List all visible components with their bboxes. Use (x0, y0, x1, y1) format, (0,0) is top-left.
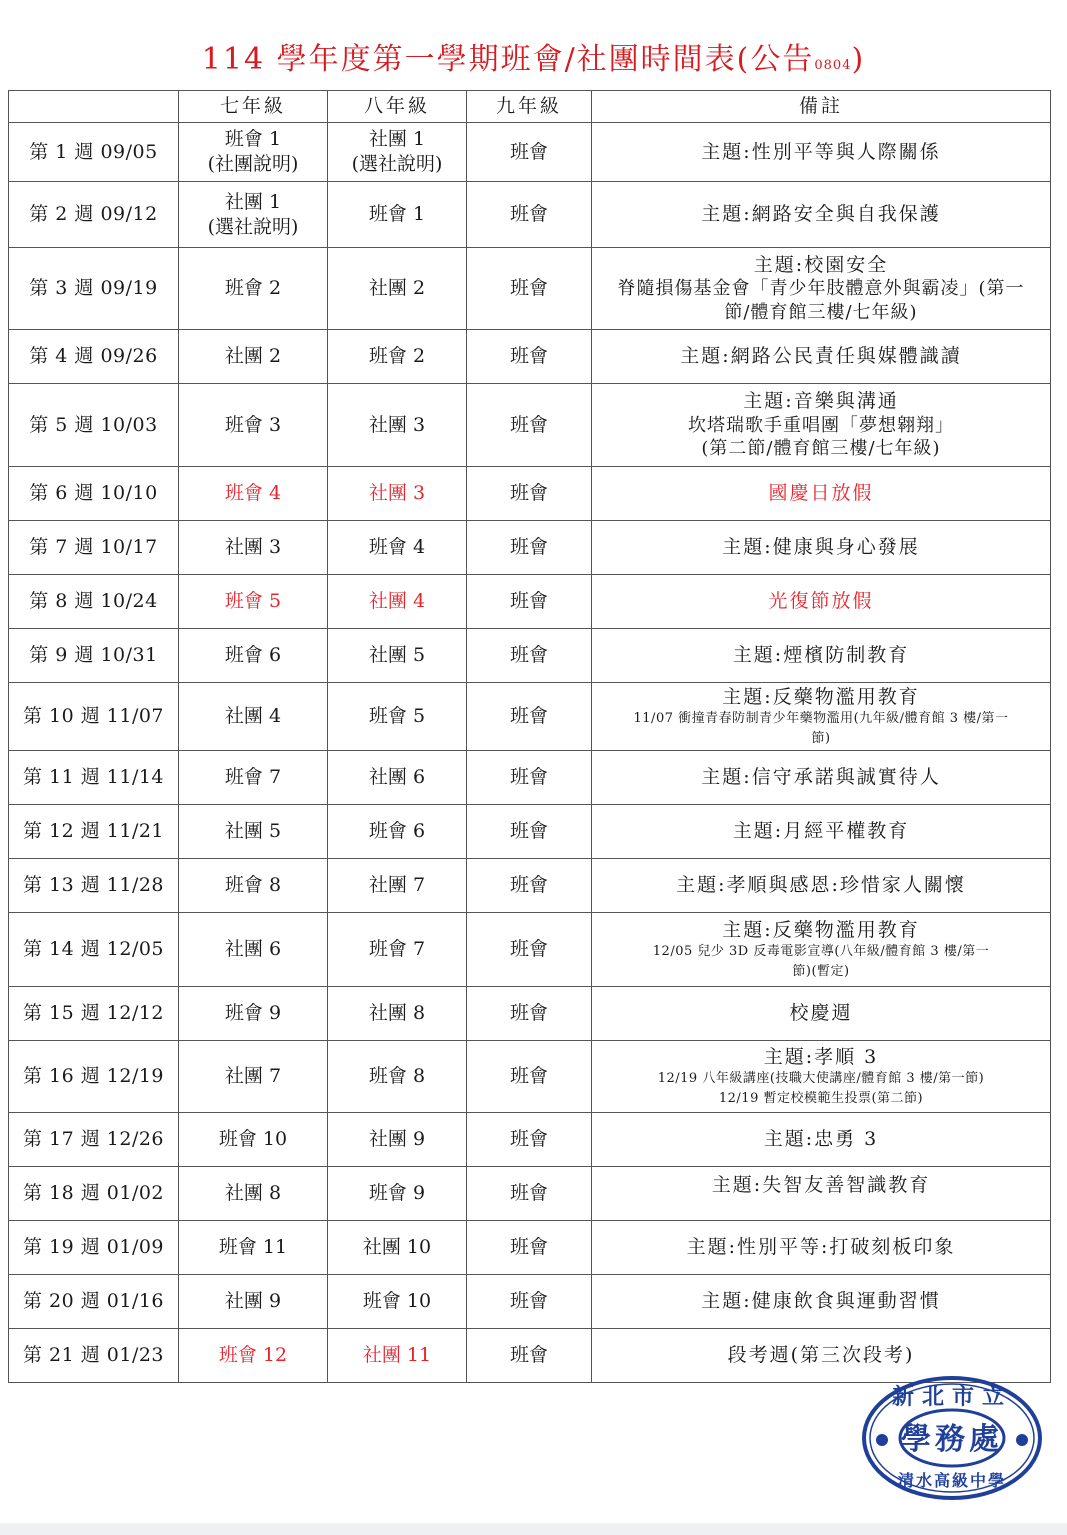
activity-label: 班會 10 (362, 1290, 432, 1313)
grade-9-cell: 班會 (467, 913, 592, 987)
grade-8-cell (328, 683, 467, 751)
grade-7-cell (179, 575, 328, 629)
grade-7-cell (179, 913, 328, 987)
week-cell: 第 12 週 11/21 (9, 805, 179, 859)
table-row (9, 751, 1051, 805)
seal-bottom-text: 清水高級中學 (897, 1471, 1007, 1490)
note-topic: 主題:失智友善智識教育 (711, 1174, 931, 1196)
note-topic: 主題:網路安全與自我保護 (701, 203, 941, 226)
activity-label: 社團 11 (362, 1344, 432, 1367)
note-topic: 主題:信守承諾與誠實待人 (701, 766, 941, 789)
notes-cell (592, 1041, 1051, 1113)
activity-label: 社團 2 (368, 277, 426, 300)
week-cell: 第 14 週 12/05 (9, 913, 179, 987)
grade-9-cell: 班會 (467, 987, 592, 1041)
activity-subnote: (選社說明) (351, 153, 443, 175)
note-detail: (第二節/體育館三樓/七年級) (701, 438, 941, 460)
grade-8-cell (328, 913, 467, 987)
grade-8-cell (328, 859, 467, 913)
schedule-table (8, 90, 1051, 1383)
notes-cell (592, 751, 1051, 805)
activity-label: 社團 3 (224, 536, 282, 559)
title-code: 0804 (814, 58, 852, 73)
table-row (9, 683, 1051, 751)
activity-label: 班會 7 (368, 938, 426, 961)
activity-label: 社團 9 (224, 1290, 282, 1313)
seal-emblem-left-icon (876, 1434, 888, 1446)
header-grade-9: 九年級 (467, 91, 592, 123)
notes-cell (592, 683, 1051, 751)
grade-8-cell (328, 1221, 467, 1275)
grade-7-cell (179, 1221, 328, 1275)
activity-label: 社團 1 (368, 128, 426, 151)
grade-8-cell (328, 1275, 467, 1329)
week-cell: 第 15 週 12/12 (9, 987, 179, 1041)
grade-9-cell: 班會 (467, 1167, 592, 1221)
activity-label: 班會 9 (224, 1002, 282, 1025)
grade-9-cell: 班會 (467, 805, 592, 859)
week-cell: 第 7 週 10/17 (9, 521, 179, 575)
grade-9-cell: 班會 (467, 182, 592, 248)
activity-label: 社團 8 (368, 1002, 426, 1025)
bottom-bar (0, 1523, 1067, 1535)
grade-9-cell: 班會 (467, 575, 592, 629)
note-detail: 坎塔瑞歌手重唱團「夢想翱翔」 (688, 414, 954, 436)
activity-label: 社團 3 (368, 413, 426, 436)
notes-cell (592, 521, 1051, 575)
grade-9-cell: 班會 (467, 1041, 592, 1113)
week-cell: 第 3 週 09/19 (9, 248, 179, 330)
activity-label: 班會 12 (218, 1344, 288, 1367)
activity-label: 班會 4 (224, 482, 282, 505)
grade-7-cell (179, 182, 328, 248)
note-detail: 節) (811, 730, 831, 746)
grade-9-cell: 班會 (467, 1221, 592, 1275)
page-title (0, 34, 1067, 78)
grade-9-cell: 班會 (467, 521, 592, 575)
week-cell: 第 19 週 01/09 (9, 1221, 179, 1275)
week-cell: 第 6 週 10/10 (9, 467, 179, 521)
grade-9-cell: 班會 (467, 683, 592, 751)
notes-cell (592, 182, 1051, 248)
grade-8-cell (328, 987, 467, 1041)
activity-label: 社團 8 (224, 1182, 282, 1205)
note-topic: 主題:孝順 3 (763, 1045, 879, 1068)
grade-9-cell: 班會 (467, 859, 592, 913)
table-row (9, 330, 1051, 384)
grade-7-cell (179, 987, 328, 1041)
grade-7-cell (179, 521, 328, 575)
seal-top-text: 新北市立 (891, 1384, 1013, 1410)
note-topic: 段考週(第三次段考) (727, 1344, 915, 1367)
seal-emblem-right-icon (1016, 1434, 1028, 1446)
title-close: ) (851, 42, 866, 77)
grade-7-cell (179, 467, 328, 521)
activity-label: 社團 1 (224, 190, 282, 213)
grade-8-cell (328, 1113, 467, 1167)
table-row (9, 629, 1051, 683)
table-row (9, 248, 1051, 330)
notes-cell (592, 467, 1051, 521)
note-topic: 主題:孝順與感恩:珍惜家人關懷 (676, 874, 966, 897)
week-cell: 第 21 週 01/23 (9, 1329, 179, 1383)
seal-center-text: 學務處 (901, 1422, 1003, 1457)
note-topic: 主題:性別平等:打破刻板印象 (686, 1236, 956, 1259)
activity-label: 班會 6 (368, 820, 426, 843)
grade-9-cell: 班會 (467, 1275, 592, 1329)
grade-7-cell (179, 384, 328, 467)
notes-cell (592, 248, 1051, 330)
grade-7-cell (179, 1275, 328, 1329)
activity-label: 班會 8 (224, 874, 282, 897)
grade-8-cell (328, 805, 467, 859)
week-cell: 第 16 週 12/19 (9, 1041, 179, 1113)
activity-label: 社團 4 (224, 705, 282, 728)
activity-label: 社團 3 (368, 482, 426, 505)
header-notes: 備註 (592, 91, 1051, 123)
activity-subnote: (選社說明) (207, 215, 299, 238)
grade-8-cell (328, 182, 467, 248)
grade-9-cell: 班會 (467, 384, 592, 467)
grade-8-cell (328, 751, 467, 805)
notes-cell (592, 913, 1051, 987)
header-grade-8: 八年級 (328, 91, 467, 123)
grade-9-cell: 班會 (467, 123, 592, 182)
week-cell: 第 5 週 10/03 (9, 384, 179, 467)
grade-8-cell (328, 1041, 467, 1113)
note-topic: 主題:健康飲食與運動習慣 (701, 1290, 941, 1313)
table-row (9, 859, 1051, 913)
table-row (9, 1041, 1051, 1113)
grade-8-cell (328, 521, 467, 575)
note-topic: 主題:反藥物濫用教育 (722, 918, 920, 941)
notes-cell (592, 575, 1051, 629)
grade-7-cell (179, 1113, 328, 1167)
note-topic: 主題:網路公民責任與媒體識讀 (680, 345, 962, 368)
grade-9-cell: 班會 (467, 467, 592, 521)
header-grade-7: 七年級 (179, 91, 328, 123)
grade-9-cell: 班會 (467, 1329, 592, 1383)
grade-7-cell (179, 683, 328, 751)
week-cell: 第 11 週 11/14 (9, 751, 179, 805)
title-main: 114 學年度第一學期班會/社團時間表(公告 (201, 42, 815, 77)
activity-label: 班會 6 (224, 644, 282, 667)
note-detail: 11/07 衝撞青春防制青少年藥物濫用(九年級/體育館 3 樓/第一 (633, 711, 1009, 727)
table-row (9, 987, 1051, 1041)
activity-label: 班會 7 (224, 766, 282, 789)
table-row (9, 805, 1051, 859)
grade-7-cell (179, 123, 328, 182)
grade-8-cell (328, 384, 467, 467)
notes-cell (592, 805, 1051, 859)
activity-label: 社團 6 (368, 766, 426, 789)
grade-8-cell (328, 248, 467, 330)
grade-7-cell (179, 751, 328, 805)
activity-label: 班會 8 (368, 1065, 426, 1088)
note-detail: 節/體育館三樓/七年級) (724, 301, 918, 323)
activity-label: 班會 5 (368, 705, 426, 728)
grade-7-cell (179, 248, 328, 330)
school-seal (860, 1374, 1044, 1502)
note-detail: 12/05 兒少 3D 反毒電影宣導(八年級/體育館 3 樓/第一 (652, 944, 990, 960)
week-cell: 第 13 週 11/28 (9, 859, 179, 913)
activity-label: 班會 2 (368, 345, 426, 368)
grade-7-cell (179, 1041, 328, 1113)
grade-9-cell: 班會 (467, 629, 592, 683)
grade-7-cell (179, 1329, 328, 1383)
grade-9-cell: 班會 (467, 330, 592, 384)
notes-cell (592, 123, 1051, 182)
activity-label: 班會 11 (218, 1236, 288, 1259)
table-row (9, 913, 1051, 987)
activity-label: 班會 3 (224, 413, 282, 436)
note-topic: 光復節放假 (768, 590, 874, 613)
activity-label: 社團 2 (224, 345, 282, 368)
activity-label: 班會 1 (224, 128, 282, 151)
activity-label: 班會 4 (368, 536, 426, 559)
note-topic: 主題:煙檳防制教育 (732, 644, 910, 667)
grade-7-cell (179, 805, 328, 859)
notes-cell (592, 384, 1051, 467)
notes-cell (592, 1221, 1051, 1275)
activity-label: 社團 9 (368, 1128, 426, 1151)
note-topic: 校慶週 (789, 1002, 853, 1025)
grade-7-cell (179, 1167, 328, 1221)
activity-label: 社團 7 (224, 1065, 282, 1088)
week-cell: 第 2 週 09/12 (9, 182, 179, 248)
note-topic: 主題:音樂與溝通 (743, 390, 899, 413)
grade-9-cell: 班會 (467, 1113, 592, 1167)
notes-cell (592, 987, 1051, 1041)
grade-8-cell (328, 1167, 467, 1221)
table-row (9, 1275, 1051, 1329)
notes-cell (592, 1167, 1051, 1221)
activity-label: 社團 6 (224, 938, 282, 961)
activity-subnote: (社團說明) (207, 153, 299, 175)
grade-8-cell (328, 123, 467, 182)
notes-cell (592, 629, 1051, 683)
activity-label: 社團 10 (362, 1236, 432, 1259)
table-row (9, 123, 1051, 182)
note-topic: 主題:月經平權教育 (732, 820, 910, 843)
header-week (9, 91, 179, 123)
grade-9-cell: 班會 (467, 751, 592, 805)
note-detail: 節)(暫定) (792, 963, 850, 979)
table-row (9, 384, 1051, 467)
note-topic: 國慶日放假 (768, 482, 874, 505)
week-cell: 第 9 週 10/31 (9, 629, 179, 683)
week-cell: 第 17 週 12/26 (9, 1113, 179, 1167)
week-cell: 第 8 週 10/24 (9, 575, 179, 629)
activity-label: 班會 5 (224, 590, 282, 613)
activity-label: 社團 4 (368, 590, 426, 613)
activity-label: 社團 5 (224, 820, 282, 843)
grade-9-cell: 班會 (467, 248, 592, 330)
note-detail: 12/19 暫定校模範生投票(第二節) (718, 1090, 924, 1106)
activity-label: 社團 7 (368, 874, 426, 897)
table-row (9, 1167, 1051, 1221)
activity-label: 班會 10 (218, 1128, 288, 1151)
activity-label: 班會 1 (368, 203, 426, 226)
grade-8-cell (328, 467, 467, 521)
week-cell: 第 20 週 01/16 (9, 1275, 179, 1329)
table-row (9, 1113, 1051, 1167)
table-row (9, 467, 1051, 521)
week-cell: 第 18 週 01/02 (9, 1167, 179, 1221)
table-row (9, 182, 1051, 248)
notes-cell (592, 1113, 1051, 1167)
week-cell: 第 10 週 11/07 (9, 683, 179, 751)
note-detail: 12/19 八年級講座(技職大使講座/體育館 3 樓/第一節) (657, 1071, 985, 1087)
header-row (9, 91, 1051, 123)
notes-cell (592, 330, 1051, 384)
grade-8-cell (328, 330, 467, 384)
table-row (9, 1221, 1051, 1275)
week-cell: 第 4 週 09/26 (9, 330, 179, 384)
grade-8-cell (328, 575, 467, 629)
note-topic: 主題:性別平等與人際關係 (701, 140, 941, 163)
grade-8-cell (328, 1329, 467, 1383)
notes-cell (592, 859, 1051, 913)
activity-label: 社團 5 (368, 644, 426, 667)
notes-cell (592, 1275, 1051, 1329)
grade-7-cell (179, 859, 328, 913)
note-topic: 主題:忠勇 3 (763, 1128, 879, 1151)
note-topic: 主題:校園安全 (753, 253, 889, 276)
grade-7-cell (179, 330, 328, 384)
note-detail: 脊隨損傷基金會「青少年肢體意外與霸凌」(第一 (617, 278, 1025, 300)
table-row (9, 521, 1051, 575)
activity-label: 班會 2 (224, 277, 282, 300)
note-topic: 主題:反藥物濫用教育 (722, 685, 920, 708)
note-topic: 主題:健康與身心發展 (722, 536, 920, 559)
grade-8-cell (328, 629, 467, 683)
week-cell: 第 1 週 09/05 (9, 123, 179, 182)
grade-7-cell (179, 629, 328, 683)
activity-label: 班會 9 (368, 1182, 426, 1205)
table-row (9, 575, 1051, 629)
